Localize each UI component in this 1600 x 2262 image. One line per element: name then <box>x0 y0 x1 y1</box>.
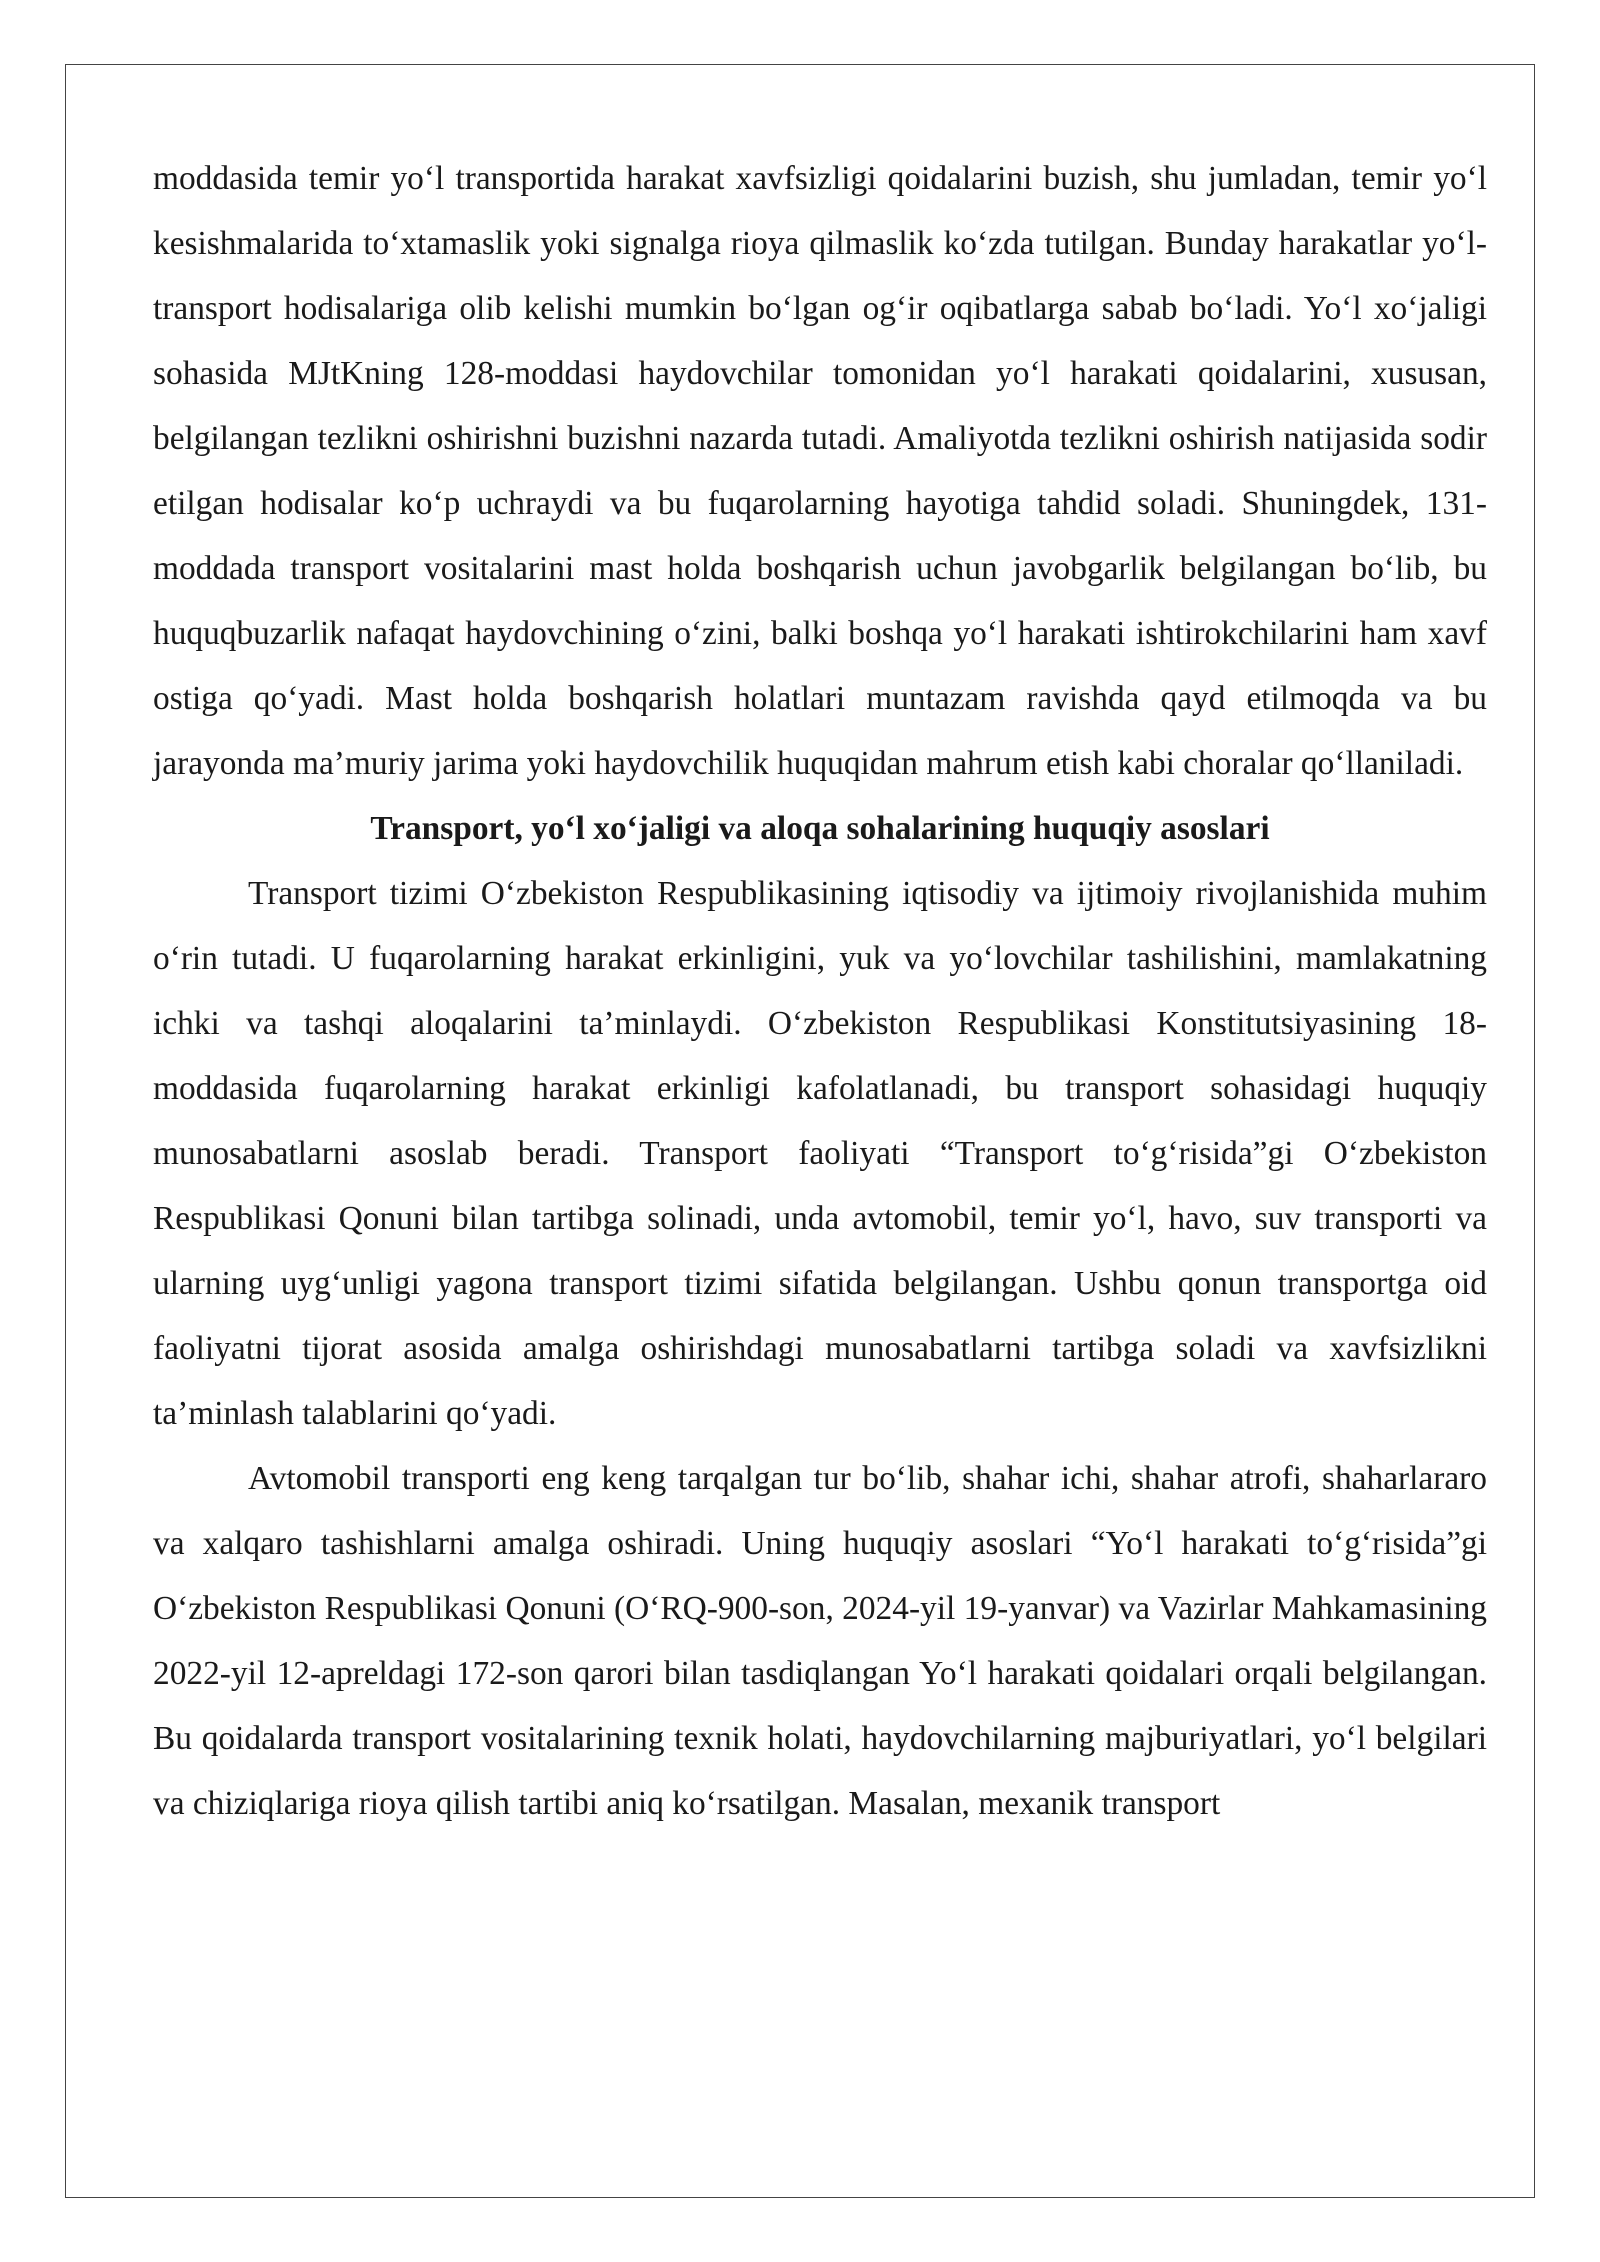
paragraph-transport-system: Transport tizimi O‘zbekiston Respublikasining iqtisodiy va ijtimoiy rivojlanishida muhim o‘rin tutadi. U fuqarolarning harakat erkinligini, yuk va yo‘lovchilar tashilishini, mamlakatning ichki va tashqi aloqalarini ta’minlaydi. O‘zbekiston Respublikasi Konstitutsiyasining 18-moddasida fuqarolarning harakat erkinligi kafolatlanadi, bu transport sohasidagi huquqiy munosabatlarni asoslab beradi. Transport faoliyati “Transport to‘g‘risida”gi O‘zbekiston Respublikasi Qonuni bilan tartibga solinadi, unda avtomobil, temir yo‘l, havo, suv transporti va ularning uyg‘unligi yagona transport tizimi sifatida belgilangan. Ushbu qonun transportga oid faoliyatni tijorat asosida amalga oshirishdagi munosabatlarni tartibga soladi va xavfsizlikni ta’minlash talablarini qo‘yadi. <box>153 875 1487 1432</box>
document-body <box>153 146 1487 1836</box>
paragraph-automobile-transport: Avtomobil transporti eng keng tarqalgan tur bo‘lib, shahar ichi, shahar atrofi, shaharlararo va xalqaro tashishlarni amalga oshiradi. Uning huquqiy asoslari “Yo‘l harakati to‘g‘risida”gi O‘zbekiston Respublikasi Qonuni (O‘RQ-900-son, 2024-yil 19-yanvar) va Vazirlar Mahkamasining 2022-yil 12-apreldagi 172-son qarori bilan tasdiqlangan Yo‘l harakati qoidalari orqali belgilangan. Bu qoidalarda transport vositalarining texnik holati, haydovchilarning majburiyatlari, yo‘l belgilari va chiziqlariga rioya qilish tartibi aniq ko‘rsatilgan. Masalan, mexanik transport <box>153 1460 1487 1822</box>
paragraph-continuation: moddasida temir yo‘l transportida harakat xavfsizligi qoidalarini buzish, shu jumladan, temir yo‘l kesishmalarida to‘xtamaslik yoki signalga rioya qilmaslik ko‘zda tutilgan. Bunday harakatlar yo‘l-transport hodisalariga olib kelishi mumkin bo‘lgan og‘ir oqibatlarga sabab bo‘ladi. Yo‘l xo‘jaligi sohasida MJtKning 128-moddasi haydovchilar tomonidan yo‘l harakati qoidalarini, xususan, belgilangan tezlikni oshirishni buzishni nazarda tutadi. Amaliyotda tezlikni oshirish natijasida sodir etilgan hodisalar ko‘p uchraydi va bu fuqarolarning hayotiga tahdid soladi. Shuningdek, 131-moddada transport vositalarini mast holda boshqarish uchun javobgarlik belgilangan bo‘lib, bu huquqbuzarlik nafaqat haydovchining o‘zini, balki boshqa yo‘l harakati ishtirokchilarini ham xavf ostiga qo‘yadi. Mast holda boshqarish holatlari muntazam ravishda qayd etilmoqda va bu jarayonda ma’muriy jarima yoki haydovchilik huquqidan mahrum etish kabi choralar qo‘llaniladi. <box>153 160 1487 782</box>
section-heading: Transport, yo‘l xo‘jaligi va aloqa sohalarining huquqiy asoslari <box>370 810 1270 847</box>
